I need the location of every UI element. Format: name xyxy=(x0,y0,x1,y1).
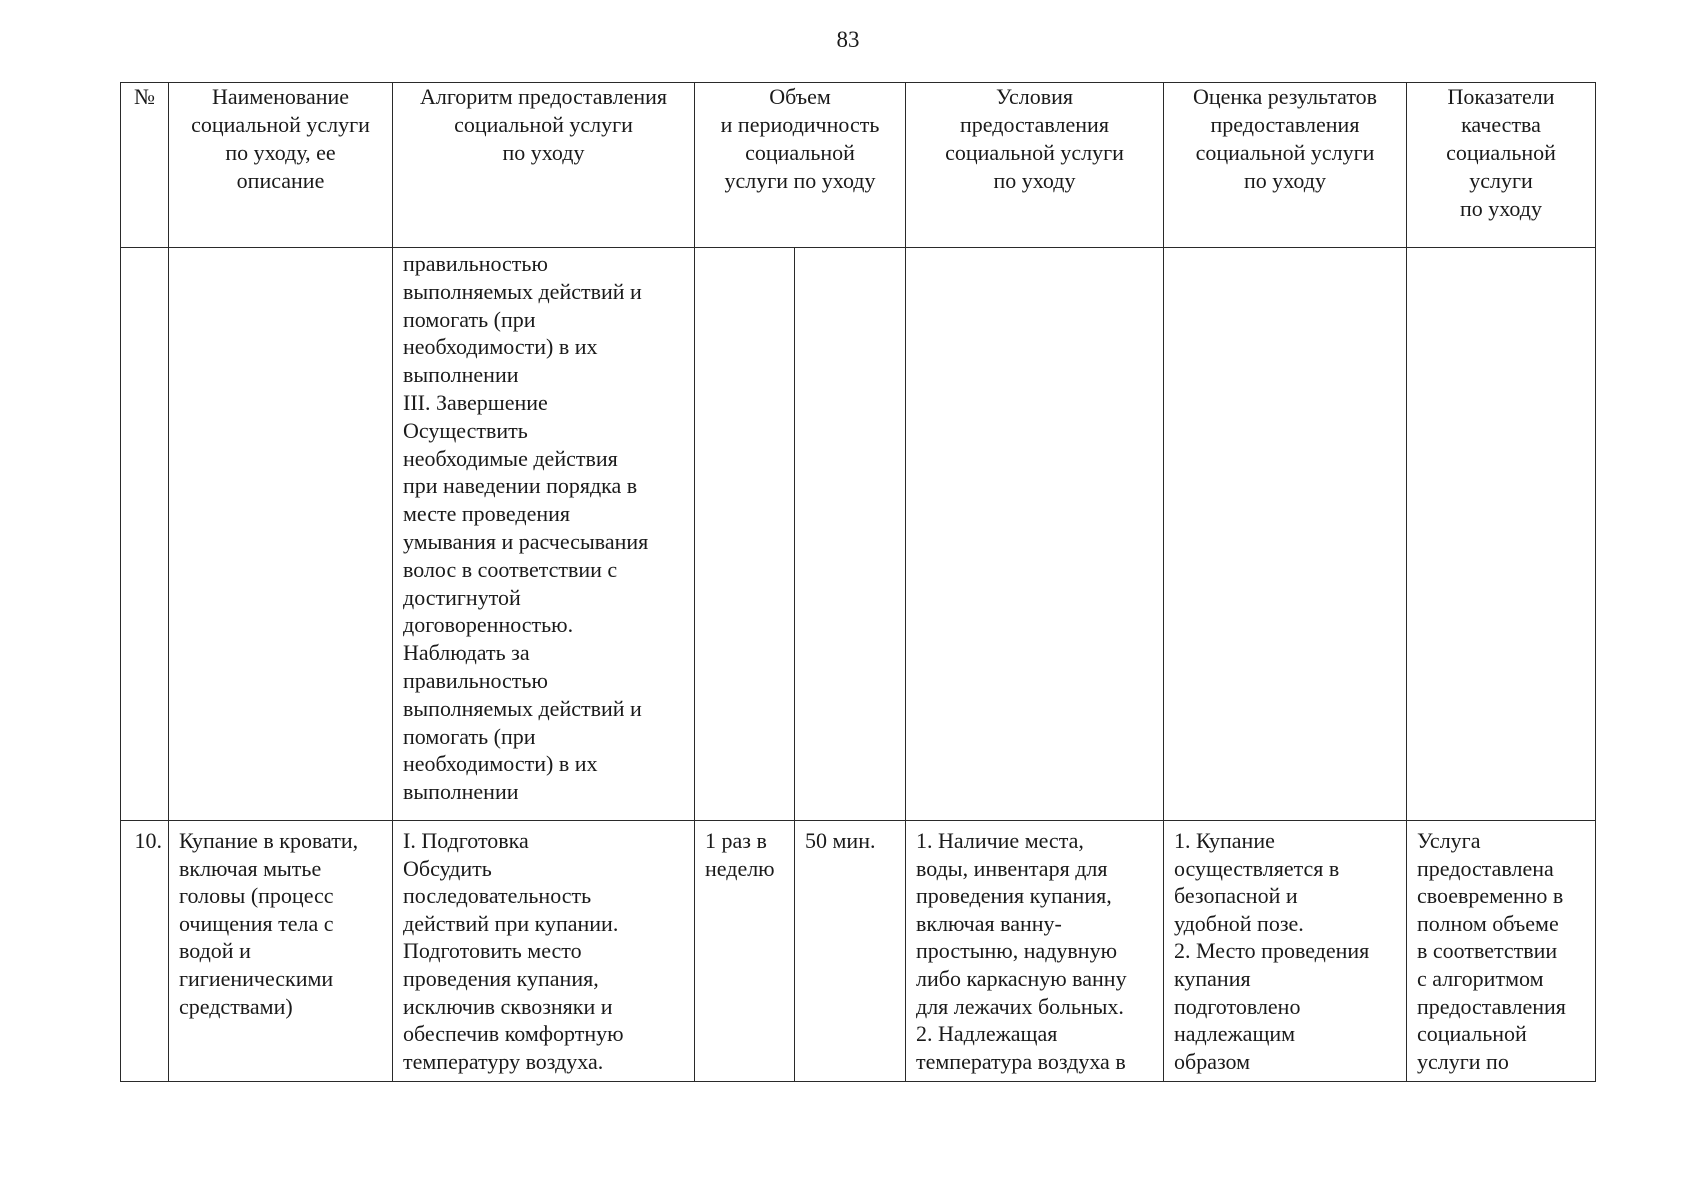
cell-num: 10. xyxy=(121,821,169,1082)
cell-periodicity-empty xyxy=(695,248,795,821)
cell-conditions: 1. Наличие места, воды, инвентаря для проведения купания, включая ванну- простыню, надувную либо каркасную ванну для лежачих больных. 2. Надлежащая температура воздуха в xyxy=(906,821,1164,1082)
cell-periodicity: 1 раз в неделю xyxy=(695,821,795,1082)
table-row-10 xyxy=(121,821,1596,1082)
header-name: Наименование социальной услуги по уходу, ее описание xyxy=(169,83,393,248)
header-quality: Показатели качества социальной услуги по уходу xyxy=(1407,83,1596,248)
cell-num-empty xyxy=(121,248,169,821)
cell-name-empty xyxy=(169,248,393,821)
cell-conditions-empty xyxy=(906,248,1164,821)
table-header-row xyxy=(121,83,1596,248)
cell-evaluation: 1. Купание осуществляется в безопасной и удобной позе. 2. Место проведения купания подготовлено надлежащим образом xyxy=(1164,821,1407,1082)
page-number: 83 xyxy=(836,27,860,52)
cell-quality: Услуга предоставлена своевременно в полном объеме в соответствии с алгоритмом предоставления социальной услуги по xyxy=(1407,821,1596,1082)
header-num: № xyxy=(121,83,169,248)
social-service-table xyxy=(120,82,1596,1082)
cell-duration-empty xyxy=(795,248,906,821)
cell-duration: 50 мин. xyxy=(795,821,906,1082)
header-conditions: Условия предоставления социальной услуги по уходу xyxy=(906,83,1164,248)
cell-evaluation-empty xyxy=(1164,248,1407,821)
cell-quality-empty xyxy=(1407,248,1596,821)
header-algorithm: Алгоритм предоставления социальной услуги по уходу xyxy=(393,83,695,248)
cell-algorithm: I. Подготовка Обсудить последовательность действий при купании. Подготовить место проведения купания, исключив сквозняки и обеспечив комфортную температуру воздуха. xyxy=(393,821,695,1082)
header-volume: Объем и периодичность социальной услуги по уходу xyxy=(695,83,906,248)
header-evaluation: Оценка результатов предоставления социальной услуги по уходу xyxy=(1164,83,1407,248)
cell-algorithm-continued: правильностью выполняемых действий и помогать (при необходимости) в их выполнении III. Завершение Осуществить необходимые действия при наведении порядка в месте проведения умывания и расчесывания волос в соответствии с достигнутой договоренностью. Наблюдать за правильностью выполняемых действий и помогать (при необходимости) в их выполнении xyxy=(393,248,695,821)
table-row-continuation xyxy=(121,248,1596,821)
cell-name: Купание в кровати, включая мытье головы (процесс очищения тела с водой и гигиеническими средствами) xyxy=(169,821,393,1082)
